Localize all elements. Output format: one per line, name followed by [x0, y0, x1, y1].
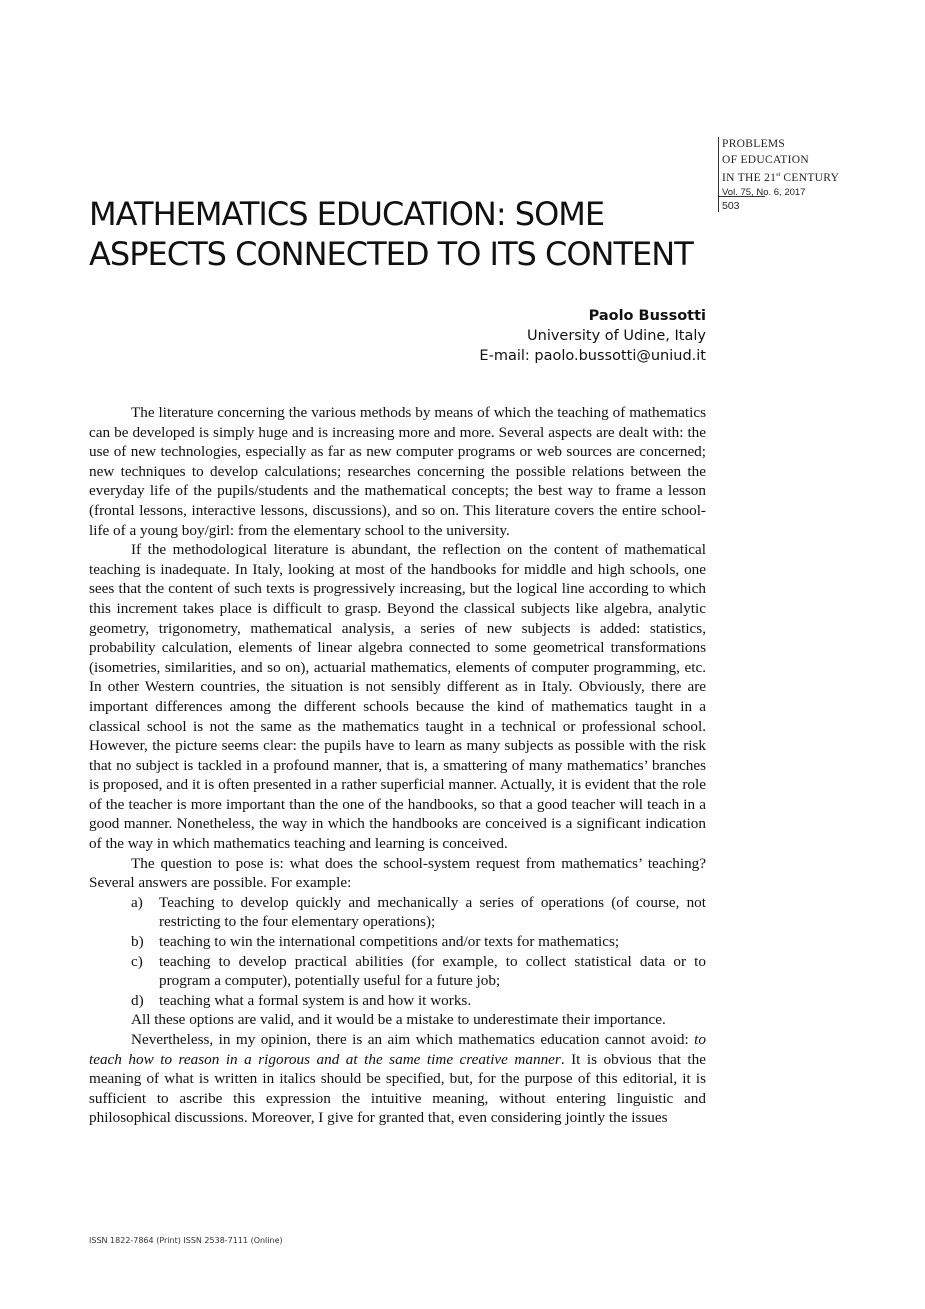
journal-name-line-3: IN THE 21st CENTURY [722, 172, 840, 184]
author-affiliation: University of Udine, Italy [527, 328, 706, 344]
paragraph-2: If the methodological literature is abundant, the reflection on the content of mathematical teaching is inadequate. In Italy, looking at most of the handbooks for middle and high schools, one sees that the content of such texts is progressively increasing, but the logical line according to which this increment takes place is difficult to grasp. Beyond the classical subjects like algebra, analytic geometry, trigonometry, mathematical analysis, a series of new subjects is added: statistics, probability calculation, elements of linear algebra connected to some geometrical transformations (isometries, similarities, and so on), actuarial mathematics, elements of computer programming, etc. In other Western countries, the situation is not sensibly different as in Italy. Obviously, there are important differences among the different schools because the kind of mathematics taught in a classical school is not the same as the mathematics taught in a technical or professional school. However, the picture seems clear: the pupils have to learn as many subjects as possible with the risk that no subject is tackled in a profound manner, that is, a smattering of many mathematics’ branches is proposed, and it is often presented in a rather superficial manner. Actually, it is evident that the role of the teacher is more important than the one of the handbooks, so that a good teacher will teach in a good manner. Nonetheless, the way in which the handbooks are conceived is a significant indication of the way in which mathematics teaching and learning is conceived. [89, 541, 706, 853]
paragraph-4: All these options are valid, and it would be a mistake to underestimate their importance. [131, 1011, 666, 1029]
list-item: c) teaching to develop practical abilities (for example, to collect statistical data or to program a computer), potentially useful for a future job; [131, 952, 706, 990]
article-body [89, 403, 706, 1128]
paragraph-5: Nevertheless, in my opinion, there is an aim which mathematics education cannot avoid: to teach how to reason in a rigorous and at the same time creative manner. It is obvious that the meaning of what is written in italics should be specified, but, for the purpose of this editorial, it is sufficient to ascribe this expression the intuitive meaning, without entering linguistic and philosophical discussions. Moreover, I give for granted that, even considering jointly the issues [89, 1031, 706, 1127]
journal-name-line-1: PROBLEMS [722, 138, 786, 150]
author-block [479, 306, 706, 366]
article-title: MATHEMATICS EDUCATION: SOME ASPECTS CONNECTED TO ITS CONTENT [89, 195, 693, 273]
journal-header [718, 137, 872, 199]
page-number: 503 [718, 196, 765, 212]
paragraph-3: The question to pose is: what does the school-system request from mathematics’ teaching? Several answers are possible. For example: [89, 854, 706, 892]
italic-aim: to teach how to reason in a rigorous and at the same time creative manner [89, 1031, 706, 1068]
paragraph-1: The literature concerning the various methods by means of which the teaching of mathematics can be developed is simply huge and is increasing more and more. Several aspects are dealt with: the use of new technologies, especially as far as new computer programs or web sources are concerned; new techniques to develop calculations; researches concerning the possible relations between the everyday life of the pupils/students and the mathematical concepts; the best way to frame a lesson (frontal lessons, interactive lessons, discussions), and so on. This literature covers the entire school-life of a young boy/girl: from the elementary school to the university. [89, 404, 706, 539]
author-email: E-mail: paolo.bussotti@uniud.it [479, 348, 706, 364]
list-item: d) teaching what a formal system is and how it works. [131, 991, 472, 1009]
footer-issn: ISSN 1822-7864 (Print) ISSN 2538-7111 (Online) [89, 1236, 283, 1245]
list-item: b) teaching to win the international competitions and/or texts for mathematics; [131, 933, 620, 951]
options-list [89, 893, 706, 1011]
author-name: Paolo Bussotti [588, 308, 706, 324]
list-item: a) Teaching to develop quickly and mechanically a series of operations (of course, not restricting to the four elementary operations); [131, 893, 706, 931]
journal-name-line-2: OF EDUCATION [722, 153, 809, 166]
journal-volume: Vol. 75, No. 6, 2017 [722, 186, 806, 198]
